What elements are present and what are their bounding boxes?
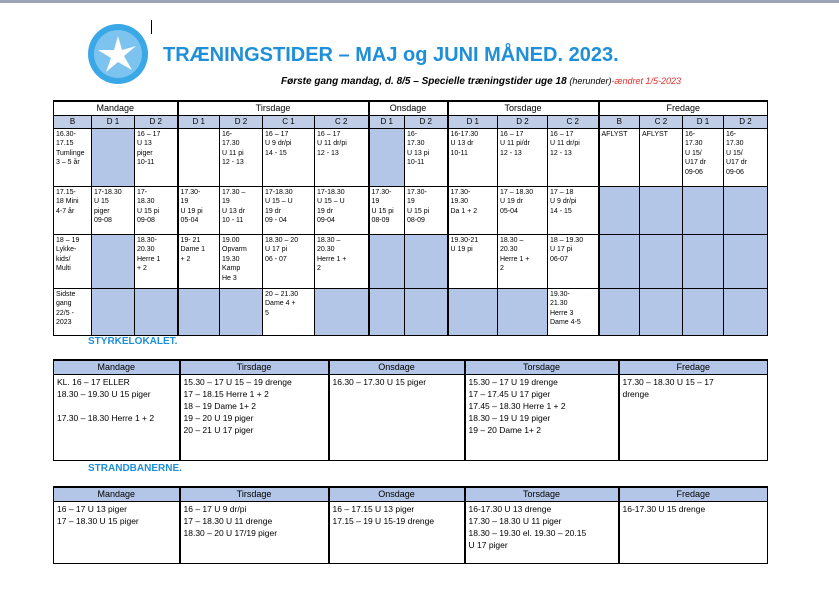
time-entry: U 17 piger: [468, 540, 508, 550]
schedule-cell: [498, 289, 548, 336]
schedule-cell: AFLYST: [599, 129, 640, 187]
schedule-cell: 17.30- 19.30 Da 1 + 2: [448, 187, 498, 235]
schedule-cell: 17.30 – 19 U 13 dr 10 - 11: [220, 187, 263, 235]
schedule-cell: [220, 289, 263, 336]
schedule-cell: 19.30- 21.30 Herre 3 Dame 4-5: [548, 289, 599, 336]
column-header: D 2: [405, 116, 448, 129]
schedule-cell: [640, 187, 683, 235]
time-entry: 17 – 18.15 Herre 1 + 2: [183, 389, 269, 399]
schedule-row: [54, 289, 768, 336]
time-cell: [619, 502, 768, 564]
styrke-row: [54, 375, 768, 461]
time-entry: KL. 16 – 17 ELLER: [57, 377, 130, 387]
column-header: D 1: [369, 116, 405, 129]
page-title: TRÆNINGSTIDER – MAJ og JUNI MÅNED. 2023.: [163, 44, 619, 66]
time-cell: [54, 502, 180, 564]
schedule-cell: [683, 289, 724, 336]
time-cell: [465, 502, 619, 564]
schedule-row: [54, 187, 768, 235]
day-header-row: [54, 101, 768, 116]
day-header: Mandage: [54, 360, 180, 375]
schedule-cell: [599, 289, 640, 336]
schedule-cell: AFLYST: [640, 129, 683, 187]
subtitle-changed: -ændret 1/5-2023: [611, 76, 681, 86]
time-entry: 17 – 18.30 U 15 piger: [57, 516, 139, 526]
schedule-cell: [178, 289, 220, 336]
strand-header-row: [54, 487, 768, 502]
schedule-cell: 17 – 18.30 U 19 dr 05-04: [498, 187, 548, 235]
subtitle-main: Første gang mandag, d. 8/5 – Specielle træningstider uge 18: [281, 76, 567, 87]
column-header: C 2: [315, 116, 369, 129]
schedule-cell: [599, 235, 640, 289]
day-header: Tirsdage: [178, 101, 369, 116]
time-cell: [180, 502, 329, 564]
time-entry: 17.30 – 18.30 U 15 – 17: [622, 377, 714, 387]
time-entry: 16 – 17 U 13 piger: [57, 504, 127, 514]
schedule-cell: 18 – 19.30 U 17 pi 06-07: [548, 235, 599, 289]
column-header: D 1: [178, 116, 220, 129]
page-subtitle: [281, 76, 681, 87]
schedule-row: [54, 235, 768, 289]
column-header: D 2: [498, 116, 548, 129]
schedule-cell: 19- 21 Dame 1 + 2: [178, 235, 220, 289]
time-entry: 15.30 – 17 U 15 – 19 drenge: [183, 377, 292, 387]
column-header: D 2: [135, 116, 178, 129]
day-header: Fredage: [619, 487, 768, 502]
schedule-cell: [92, 289, 135, 336]
strand-row: [54, 502, 768, 564]
schedule-cell: [683, 235, 724, 289]
column-header: C 2: [640, 116, 683, 129]
time-entry: 18.30 – 20 U 17/19 piger: [183, 528, 278, 538]
time-entry: 17.30 – 18.30 U 11 piger: [468, 516, 562, 526]
schedule-cell: [640, 235, 683, 289]
top-border: [0, 0, 839, 3]
schedule-cell: 16 – 17 U 11 pi/dr 12 - 13: [498, 129, 548, 187]
column-header: B: [599, 116, 640, 129]
schedule-cell: 17-18.30 U 15 piger 09-08: [92, 187, 135, 235]
schedule-cell: 19.30-21 U 19 pi: [448, 235, 498, 289]
club-logo: [86, 22, 150, 86]
schedule-cell: 18.30 – 20 U 17 pi 06 - 07: [263, 235, 315, 289]
schedule-cell: 17 – 18 U 9 dr/pi 14 - 15: [548, 187, 599, 235]
schedule-table: [53, 100, 768, 336]
subtitle-paren: (herunder): [569, 76, 612, 86]
schedule-cell: 18 – 19 Lykke- kids/ Multi: [54, 235, 92, 289]
day-header: Mandage: [54, 101, 178, 116]
column-header: D 1: [683, 116, 724, 129]
schedule-cell: [724, 187, 768, 235]
time-entry: drenge: [622, 389, 649, 399]
schedule-cell: [405, 235, 448, 289]
day-header: Tirsdage: [180, 360, 329, 375]
schedule-cell: 17-18.30 U 15 – U 19 dr 09 - 04: [263, 187, 315, 235]
column-header: D 1: [92, 116, 135, 129]
column-header: C 1: [263, 116, 315, 129]
text-cursor: [151, 20, 152, 34]
day-header: Torsdage: [448, 101, 599, 116]
schedule-cell: [315, 289, 369, 336]
time-cell: [54, 375, 180, 461]
styrke-table: [53, 359, 768, 461]
schedule-cell: 16- 17.30 U 15/ U17 dr 09-06: [724, 129, 768, 187]
schedule-cell: 20 – 21.30 Dame 4 + 5: [263, 289, 315, 336]
schedule-cell: [92, 235, 135, 289]
time-cell: [619, 375, 768, 461]
schedule-cell: Sidste gang 22/5 - 2023: [54, 289, 92, 336]
schedule-cell: 17- 18.30 U 15 pi 09-08: [135, 187, 178, 235]
schedule-row: [54, 129, 768, 187]
schedule-cell: [683, 187, 724, 235]
day-header: Torsdage: [465, 360, 619, 375]
column-header: D 2: [220, 116, 263, 129]
schedule-cell: [369, 129, 405, 187]
time-entry: 16 – 17 U 9 dr/pi: [183, 504, 247, 514]
time-entry: 16 – 17.15 U 13 piger: [332, 504, 415, 514]
day-header: Fredage: [619, 360, 768, 375]
time-entry: 18.30 – 19 U 19 piger: [468, 413, 551, 423]
day-header: Onsdage: [329, 487, 465, 502]
time-entry: 17.15 – 19 U 15-19 drenge: [332, 516, 435, 526]
schedule-cell: 16 – 17 U 9 dr/pi 14 - 15: [263, 129, 315, 187]
time-entry: 15.30 – 17 U 19 drenge: [468, 377, 558, 387]
time-cell: [329, 375, 465, 461]
time-cell: [465, 375, 619, 461]
schedule-cell: 19.00 Opvarm 19.30 Kamp He 3: [220, 235, 263, 289]
schedule-cell: [724, 289, 768, 336]
schedule-cell: 16 – 17 U 13 piger 10-11: [135, 129, 178, 187]
styrke-header-row: [54, 360, 768, 375]
day-header: Onsdage: [329, 360, 465, 375]
schedule-cell: [178, 129, 220, 187]
schedule-cell: [369, 289, 405, 336]
schedule-cell: [369, 235, 405, 289]
schedule-cell: 17.30- 19 U 15 pi 08-09: [369, 187, 405, 235]
day-header: Onsdage: [369, 101, 448, 116]
schedule-cell: 16- 17.30 U 11 pi 12 - 13: [220, 129, 263, 187]
time-cell: [180, 375, 329, 461]
schedule-cell: [724, 235, 768, 289]
schedule-cell: [640, 289, 683, 336]
column-header: C 2: [548, 116, 599, 129]
time-entry: 17 – 17.45 U 17 piger: [468, 389, 551, 399]
column-header: B: [54, 116, 92, 129]
schedule-cell: [92, 129, 135, 187]
time-entry: 18.30 – 19.30 U 15 piger: [57, 389, 151, 399]
schedule-cell: 17.30- 19 U 15 pi 08-09: [405, 187, 448, 235]
section-heading-strand: STRANDBANERNE.: [88, 463, 182, 474]
strand-table: [53, 486, 768, 564]
day-header: Torsdage: [465, 487, 619, 502]
day-header: Fredage: [599, 101, 768, 116]
schedule-cell: 16- 17.30 U 13 pi 10-11: [405, 129, 448, 187]
schedule-cell: 17.30- 19 U 19 pi 05-04: [178, 187, 220, 235]
time-entry: 19 – 20 U 19 piger: [183, 413, 254, 423]
time-entry: 16-17.30 U 15 drenge: [622, 504, 706, 514]
time-entry: 18.30 – 19.30 el. 19.30 – 20.15: [468, 528, 587, 538]
schedule-cell: 16.30- 17.15 Tumlinge 3 – 5 år: [54, 129, 92, 187]
column-header: D 1: [448, 116, 498, 129]
day-header: Mandage: [54, 487, 180, 502]
schedule-cell: 18.30 – 20.30 Herre 1 + 2: [315, 235, 369, 289]
schedule-cell: [599, 187, 640, 235]
time-entry: 17 – 18.30 U 11 drenge: [183, 516, 273, 526]
schedule-cell: [448, 289, 498, 336]
time-entry: 18 – 19 Dame 1+ 2: [183, 401, 257, 411]
section-heading-styrke: STYRKELOKALET.: [88, 336, 178, 347]
day-header: Tirsdage: [180, 487, 329, 502]
column-header-row: [54, 116, 768, 129]
schedule-cell: 16 – 17 U 11 dr/pi 12 - 13: [315, 129, 369, 187]
time-entry: 17.45 – 18.30 Herre 1 + 2: [468, 401, 566, 411]
time-entry: 16.30 – 17.30 U 15 piger: [332, 377, 427, 387]
time-entry: 20 – 21 U 17 piger: [183, 425, 254, 435]
time-entry: 17.30 – 18.30 Herre 1 + 2: [57, 413, 155, 423]
schedule-cell: 18.30 – 20.30 Herre 1 + 2: [498, 235, 548, 289]
time-entry: 16-17.30 U 13 drenge: [468, 504, 552, 514]
schedule-cell: 17.15- 18 Mini 4-7 år: [54, 187, 92, 235]
time-entry: [57, 400, 176, 412]
schedule-cell: 16-17.30 U 13 dr 10-11: [448, 129, 498, 187]
schedule-cell: [405, 289, 448, 336]
schedule-cell: 16- 17.30 U 15/ U17 dr 09-06: [683, 129, 724, 187]
time-entry: 19 – 20 Dame 1+ 2: [468, 425, 542, 435]
column-header: D 2: [724, 116, 768, 129]
schedule-cell: 17-18.30 U 15 – U 19 dr 09-04: [315, 187, 369, 235]
schedule-cell: [135, 289, 178, 336]
time-cell: [329, 502, 465, 564]
schedule-cell: 16 – 17 U 11 dr/pi 12 - 13: [548, 129, 599, 187]
schedule-cell: 18.30- 20.30 Herre 1 + 2: [135, 235, 178, 289]
